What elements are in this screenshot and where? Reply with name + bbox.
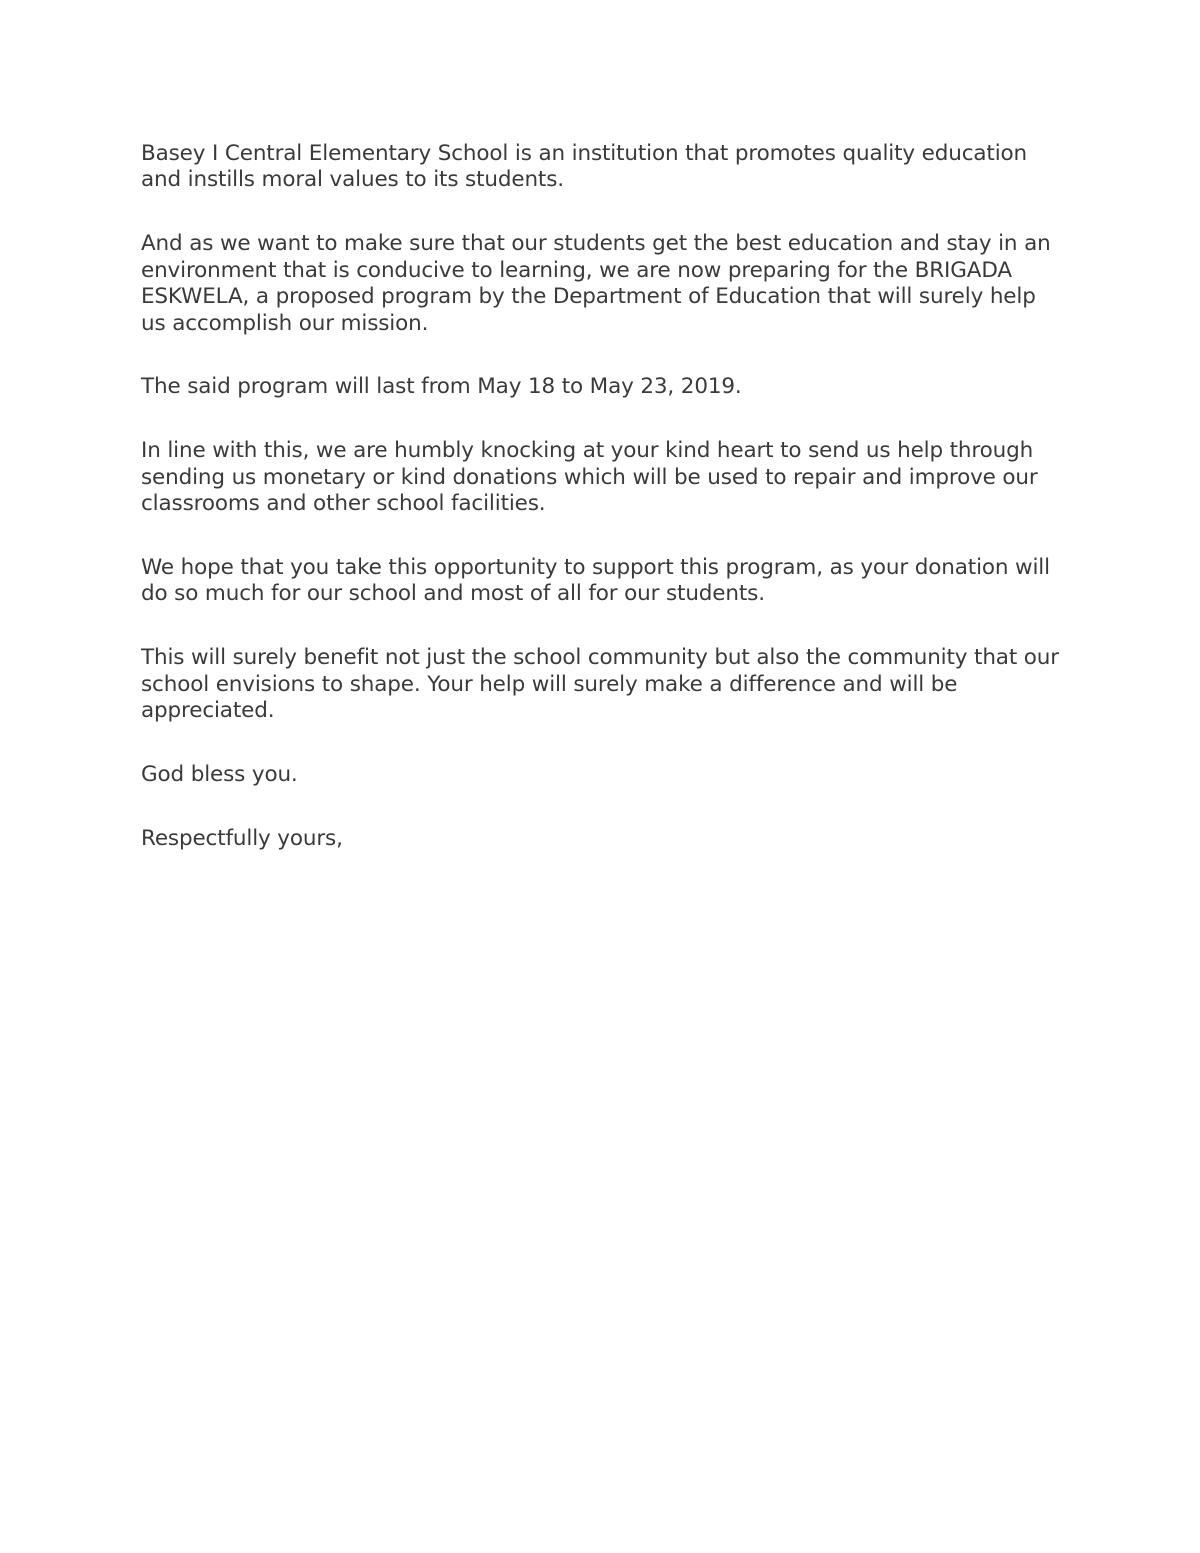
- paragraph-community-benefit: This will surely benefit not just the school community but also the community that our school envisions to shape. Your help will surely make a difference and will be appreciated.: [141, 645, 1059, 724]
- paragraph-donation-request: In line with this, we are humbly knocking at your kind heart to send us help through sending us monetary or kind donations which will be used to repair and improve our classrooms and other school facilities.: [141, 438, 1038, 517]
- paragraph-brigada-eskwela: And as we want to make sure that our students get the best education and stay in an environment that is conducive to learning, we are now preparing for the BRIGADA ESKWELA, a proposed program by the Department of Education that will surely help us accomplish our mission.: [141, 231, 1051, 336]
- paragraph-closing: Respectfully yours,: [141, 826, 343, 851]
- letter-body: [141, 141, 1061, 852]
- paragraph-program-dates: The said program will last from May 18 to May 23, 2019.: [141, 374, 742, 400]
- paragraph-intro: Basey I Central Elementary School is an institution that promotes quality education and instills moral values to its students.: [141, 141, 1027, 193]
- paragraph-blessing: God bless you.: [141, 762, 298, 788]
- paragraph-support-hope: We hope that you take this opportunity to support this program, as your donation will do so much for our school and most of all for our students.: [141, 555, 1050, 607]
